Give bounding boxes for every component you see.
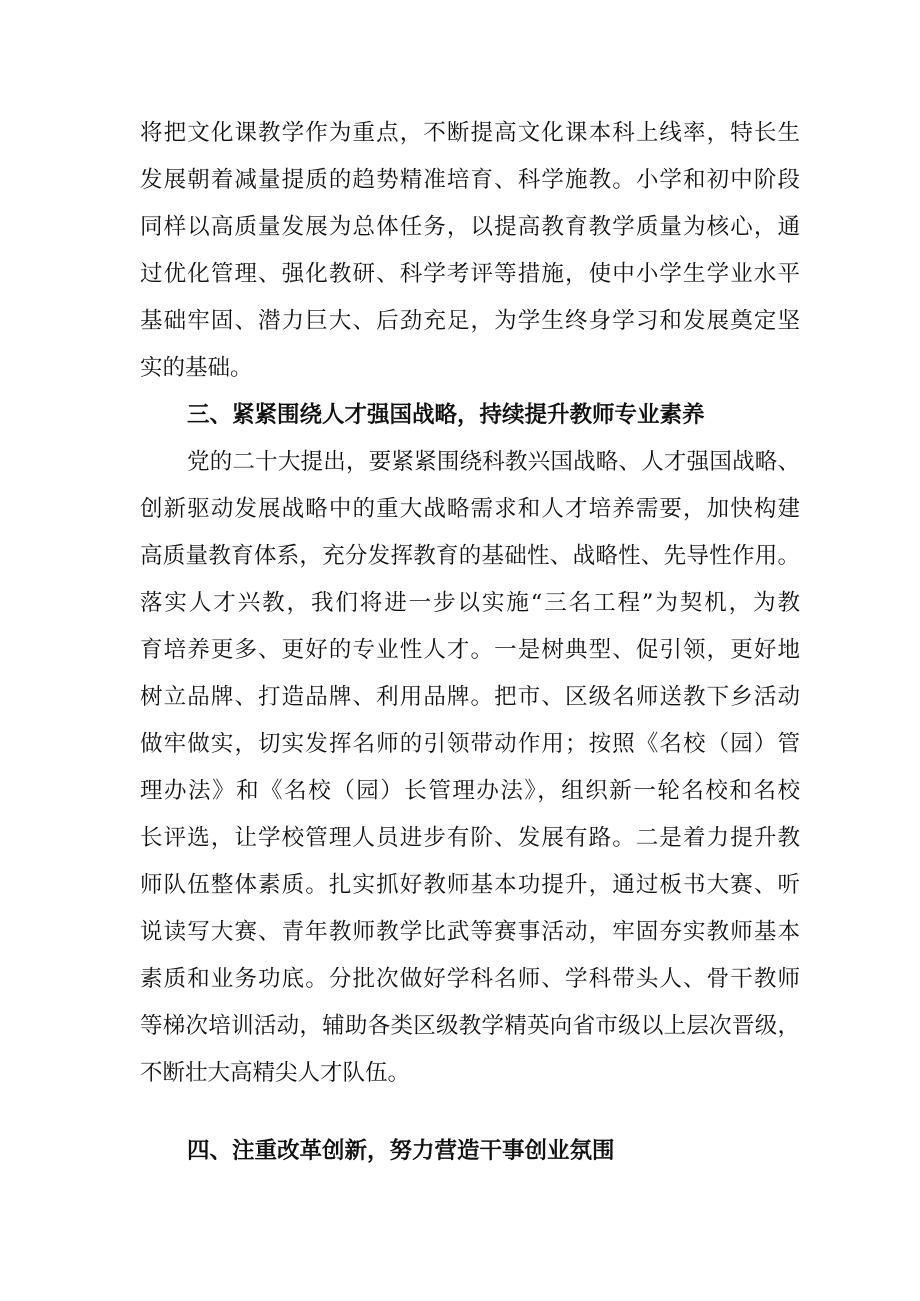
paragraph-2-line-1: 党的二十大提出，要紧紧围绕科教兴国战略、人才强国战略、 — [187, 449, 800, 475]
paragraph-2-line-7: 做牢做实，切实发挥名师的引领带动作用；按照《名校（园）管 — [140, 731, 800, 757]
paragraph-2-line-10: 师队伍整体素质。扎实抓好教师基本功提升，通过板书大赛、听 — [140, 872, 800, 898]
paragraph-2-line-11: 说读写大赛、青年教师教学比武等赛事活动，牢固夯实教师基本 — [140, 919, 800, 945]
paragraph-2-line-14: 不断壮大高精尖人才队伍。 — [140, 1060, 411, 1086]
paragraph-1-line-2: 发展朝着减量提质的趋势精准培育、科学施教。小学和初中阶段 — [140, 167, 800, 193]
section-heading-4: 四、注重改革创新，努力营造干事创业氛围 — [187, 1138, 615, 1164]
paragraph-1-line-5: 基础牢固、潜力巨大、后劲充足，为学生终身学习和发展奠定坚 — [140, 308, 800, 334]
paragraph-2-line-8: 理办法》和《名校（园）长管理办法》，组织新一轮名校和名校 — [140, 778, 800, 804]
paragraph-2-line-13: 等梯次培训活动，辅助各类区级教学精英向省市级以上层次晋级， — [140, 1013, 800, 1039]
paragraph-1-line-3: 同样以高质量发展为总体任务，以提高教育教学质量为核心，通 — [140, 214, 800, 240]
paragraph-2-line-5: 育培养更多、更好的专业性人才。一是树典型、促引领，更好地 — [140, 637, 800, 663]
paragraph-2-line-12: 素质和业务功底。分批次做好学科名师、学科带头人、骨干教师 — [140, 966, 800, 992]
paragraph-2-line-3: 高质量教育体系，充分发挥教育的基础性、战略性、先导性作用。 — [140, 543, 800, 569]
paragraph-2-line-6: 树立品牌、打造品牌、利用品牌。把市、区级名师送教下乡活动 — [140, 684, 800, 710]
paragraph-1-line-6: 实的基础。 — [140, 355, 253, 381]
paragraph-2-line-9: 长评选，让学校管理人员进步有阶、发展有路。二是着力提升教 — [140, 825, 800, 851]
paragraph-2-line-2: 创新驱动发展战略中的重大战略需求和人才培养需要，加快构建 — [140, 496, 800, 522]
paragraph-2-line-4: 落实人才兴教，我们将进一步以实施“三名工程”为契机，为教 — [140, 590, 800, 616]
section-heading-3: 三、紧紧围绕人才强国战略，持续提升教师专业素养 — [187, 402, 705, 428]
paragraph-1-line-4: 过优化管理、强化教研、科学考评等措施，使中小学生学业水平 — [140, 261, 800, 287]
paragraph-1-line-1: 将把文化课教学作为重点，不断提高文化课本科上线率，特长生 — [140, 120, 800, 146]
